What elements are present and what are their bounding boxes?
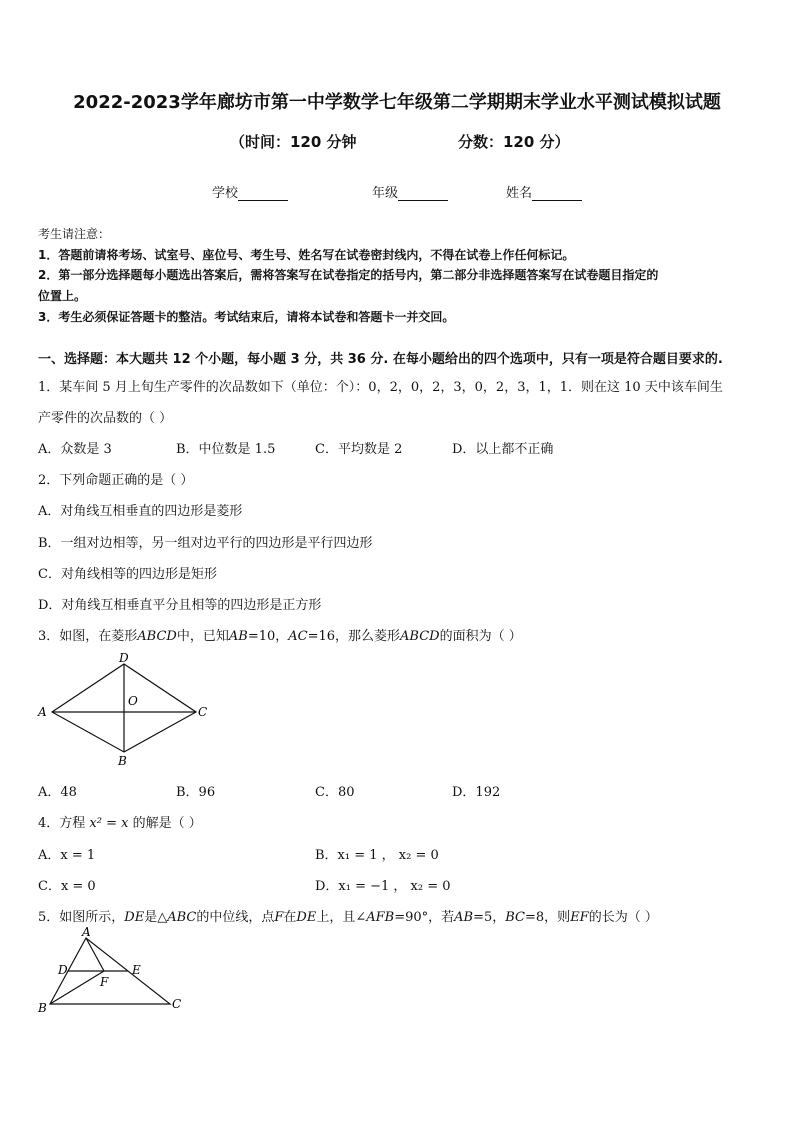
label-a: A (82, 925, 91, 939)
school-field (212, 182, 288, 201)
q4-stem: 4．方程 x² = x 的解是（ ） (38, 816, 202, 831)
name-label: 姓名 (506, 186, 533, 201)
notice-item-3: 3．考生必须保证答题卡的整洁。考试结束后，请将本试卷和答题卡一并交回。 (38, 310, 455, 324)
label-d: D (58, 963, 68, 977)
q2-option-c: C．对角线相等的四边形是矩形 (38, 567, 217, 582)
grade-blank (398, 186, 448, 201)
q2-option-d: D．对角线互相垂直平分且相等的四边形是正方形 (38, 598, 322, 613)
school-blank (238, 186, 288, 201)
segment-af (86, 938, 104, 971)
name-blank (532, 186, 582, 201)
q4-option-c: C．x = 0 (38, 879, 96, 894)
grade-field (372, 182, 448, 201)
q1-option-a: A．众数是 3 (38, 442, 112, 457)
label-o: O (128, 694, 138, 708)
label-b: B (38, 1001, 47, 1015)
q1-option-d: D．以上都不正确 (452, 442, 554, 457)
q3-option-d: D．192 (452, 785, 501, 800)
notice-item-2-cont: 位置上。 (38, 289, 87, 303)
notice-item-1: 1．答题前请将考场、试室号、座位号、考生号、姓名写在试卷密封线内，不得在试卷上作任何标记。 (38, 248, 575, 262)
exam-time: （时间：120 分钟 (230, 133, 357, 151)
rhombus-figure (30, 648, 230, 773)
q1-stem-line1: 1．某车间 5 月上旬生产零件的次品数如下（单位：个）：0，2，0，2，3，0，2，3，1，1．则在这 10 天中该车间生 (38, 380, 723, 395)
q4-option-a: A．x = 1 (38, 848, 96, 863)
q3-option-b: B．96 (176, 785, 216, 800)
notice-item-2: 2．第一部分选择题每小题选出答案后，需将答案写在试卷指定的括号内，第二部分非选择题答案写在试卷题目指定的 (38, 268, 659, 282)
label-b: B (118, 754, 127, 768)
q3-option-c: C．80 (315, 785, 355, 800)
grade-label: 年级 (372, 186, 399, 201)
q3-option-a: A．48 (38, 785, 77, 800)
section-heading: 一、选择题：本大题共 12 个小题，每小题 3 分，共 36 分. 在每小题给出的四个选项中，只有一项是符合题目要求的. (38, 352, 723, 367)
q4-equation: x² = x (89, 816, 129, 831)
q1-option-b: B．中位数是 1.5 (176, 442, 276, 457)
school-label: 学校 (212, 186, 239, 201)
triangle-figure (30, 924, 200, 1019)
exam-title: 2022-2023学年廊坊市第一中学数学七年级第二学期期末学业水平测试模拟试题 (73, 92, 721, 113)
label-c: C (198, 705, 208, 719)
label-e: E (132, 963, 141, 977)
q5-stem: 5．如图所示，DE是△ABC的中位线，点F在DE上，且∠AFB=90°，若AB=5，BC=8，则EF的长为（ ） (38, 910, 658, 925)
q2-stem: 2．下列命题正确的是（ ） (38, 473, 194, 488)
label-f: F (100, 975, 109, 989)
notice-heading: 考生请注意： (38, 227, 111, 241)
q2-option-a: A．对角线互相垂直的四边形是菱形 (38, 504, 243, 519)
q1-stem-line2: 产零件的次品数的（ ） (38, 411, 173, 426)
label-d: D (119, 651, 129, 665)
q1-option-c: C．平均数是 2 (315, 442, 403, 457)
name-field (506, 182, 582, 201)
exam-score: 分数：120 分） (458, 133, 570, 151)
q3-stem: 3．如图，在菱形ABCD中，已知AB=10，AC=16，那么菱形ABCD的面积为（ ） (38, 629, 522, 644)
label-c: C (172, 997, 182, 1011)
label-a: A (38, 705, 47, 719)
q2-option-b: B．一组对边相等，另一组对边平行的四边形是平行四边形 (38, 536, 373, 551)
q4-option-b: B．x₁ = 1 ， x₂ = 0 (315, 848, 439, 863)
q4-option-d: D．x₁ = −1 ， x₂ = 0 (315, 879, 451, 894)
